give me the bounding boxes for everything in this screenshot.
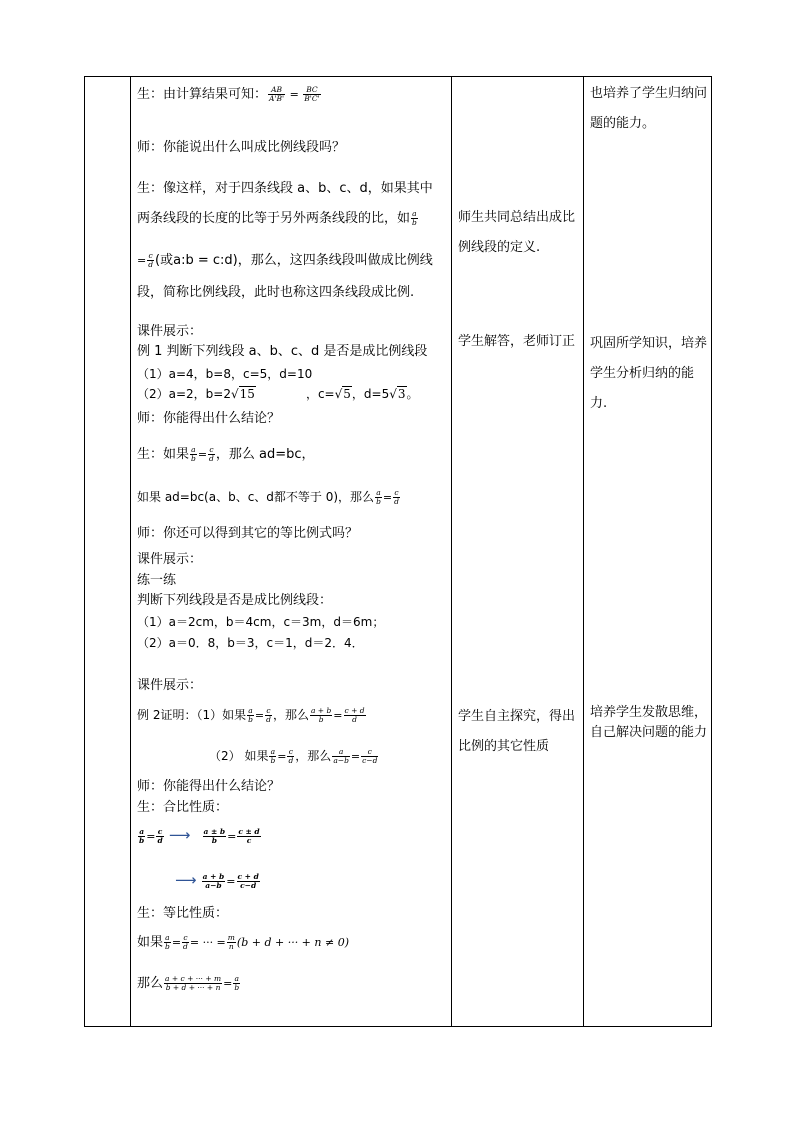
activity-text: 学生解答，老师订正 — [458, 334, 576, 349]
question-text: 师：你能得出什么结论？ — [137, 779, 281, 794]
text: （2） 如果 — [209, 749, 269, 763]
design-intent-column — [584, 77, 712, 1027]
text: ，c= — [305, 387, 335, 401]
activity-text: 师生共同总结出成比例线段的定义. — [458, 210, 576, 255]
intent-text: 巩固所学知识，培养学生分析归纳的能力. — [590, 336, 708, 411]
text: 如果 ad=bc(a、b、c、d都不等于 0)，那么 — [137, 490, 375, 504]
definition-line: = $\frac{c}{d}$ (或a:b = c:d)，那么，这四条线段叫做成比例线 — [137, 251, 433, 269]
definition-line: 生：像这样，对于四条线段 a、b、c、d，如果其中 — [137, 181, 433, 196]
text: 。 — [406, 387, 419, 401]
frac-den: B'C' — [304, 94, 320, 103]
example-title: 例 1 判断下列线段 a、b、c、d 是否是成比例线段 — [137, 344, 428, 359]
example2-line: （2） 如果 $\frac{a}{b}$ = $\frac{c}{d}$ ，那么 $\frac{a}{a-b}$ = $\frac{c}{c-d}$ — [209, 747, 378, 765]
example-item: （1）a=4，b=8，c=5，d=10 — [137, 367, 313, 381]
text: (或a:b = c:d)，那么，这四条线段叫做成比例线 — [155, 253, 433, 268]
lesson-table — [84, 76, 712, 1027]
practice-text: 判断下列线段是否是成比例线段： — [137, 593, 333, 608]
example-item: （2）a=2，b=2√15 ，c=√5，d=5√3。 — [137, 387, 419, 401]
text: （2）a=2，b=2 — [137, 387, 231, 401]
arrow-icon: ⟶ — [168, 826, 191, 844]
example2-line: 例 2证明：（1）如果 $\frac{a}{b}$ = $\frac{c}{d}$ ，那么 $\frac{a + b}{b}$ = $\frac{c + d}{d}$ — [137, 706, 365, 724]
property-formula: 如果 $\frac{a}{b}$ = $\frac{c}{d}$ = ··· = $\frac{m}{n}$ (b + d + ··· + n ≠ 0) — [137, 933, 349, 951]
definition-line: 段，简称比例线段，此时也称这四条线段成比例. — [137, 285, 415, 300]
property-label: 生：合比性质： — [137, 800, 229, 815]
courseware-label: 课件展示： — [137, 552, 203, 567]
student-activity-column — [452, 77, 584, 1027]
radicand: 5 — [343, 387, 351, 401]
intent-text: 培养学生发散思维，自己解决问题的能力 — [590, 705, 708, 740]
property-formula: 那么 $\frac{a + c + \cdot\cdot\cdot + m}{b + d + \cdot\cdot\cdot + n}$ = $\frac{a}{b}$ — [137, 974, 240, 992]
text: ，d=5 — [351, 387, 390, 401]
text: 那么 — [137, 976, 164, 991]
text: 两条线段的长度的比等于另外两条线段的比，如 — [137, 211, 411, 226]
teaching-process-column — [131, 77, 452, 1027]
practice-item: （2）a＝0．8，b＝3，c＝1，d＝2．4． — [137, 636, 364, 650]
practice-title: 练一练 — [137, 573, 177, 588]
property-formula: ⟶ $\frac{a + b}{a-b}$ = $\frac{c + d}{c-d}$ — [175, 871, 259, 890]
blank-column — [85, 77, 131, 1027]
intent-text: 也培养了学生归纳问题的能力。 — [590, 86, 708, 131]
frac-num: BC — [303, 86, 320, 95]
radicand: 15 — [239, 387, 255, 401]
courseware-label: 课件展示： — [137, 678, 203, 693]
text: (b + d + ··· + n ≠ 0) — [236, 936, 349, 949]
frac-num: AB — [268, 86, 285, 95]
text: ，那么 — [295, 749, 332, 763]
frac-den: A'B' — [269, 94, 285, 103]
arrow-icon: ⟶ — [175, 871, 197, 889]
question-text: 师：你能得出什么结论？ — [137, 411, 281, 426]
definition-line: 两条线段的长度的比等于另外两条线段的比，如 $\frac{a}{b}$ — [137, 209, 417, 227]
text: ，那么 ad=bc， — [215, 447, 315, 462]
text: 例 2证明：（1）如果 — [137, 708, 247, 722]
property-label: 生：等比性质： — [137, 906, 229, 921]
activity-text: 学生自主探究，得出比例的其它性质 — [458, 709, 576, 754]
text: 如果 — [137, 935, 164, 950]
question-text: 师：你还可以得到其它的等比例式吗？ — [137, 526, 359, 541]
property-formula: $\frac{a}{b}$ = $\frac{c}{d}$ ⟶ $\frac{a \pm b}{b}$ = $\frac{c \pm d}{c}$ — [139, 826, 260, 845]
practice-item: （1）a＝2cm，b＝4cm，c＝3m，d＝6m； — [137, 615, 385, 629]
text: 生：由计算结果可知： — [137, 87, 268, 102]
courseware-label: 课件展示： — [137, 324, 203, 339]
answer-line: 生：如果 $\frac{a}{b}$ = $\frac{c}{d}$ ，那么 ad=bc， — [137, 445, 315, 463]
answer-line: 如果 ad=bc(a、b、c、d都不等于 0)，那么 $\frac{a}{b}$ = $\frac{c}{d}$ — [137, 488, 399, 506]
text: ，那么 — [272, 708, 309, 722]
radicand: 3 — [397, 387, 406, 401]
line-conclusion: 生：由计算结果可知： $\frac{AB}{A'B'}$ = $\frac{BC}{B'C'}$ — [137, 85, 320, 103]
text: = — [137, 254, 147, 267]
question-text: 师：你能说出什么叫成比例线段吗？ — [137, 140, 346, 155]
text: 生：如果 — [137, 447, 190, 462]
